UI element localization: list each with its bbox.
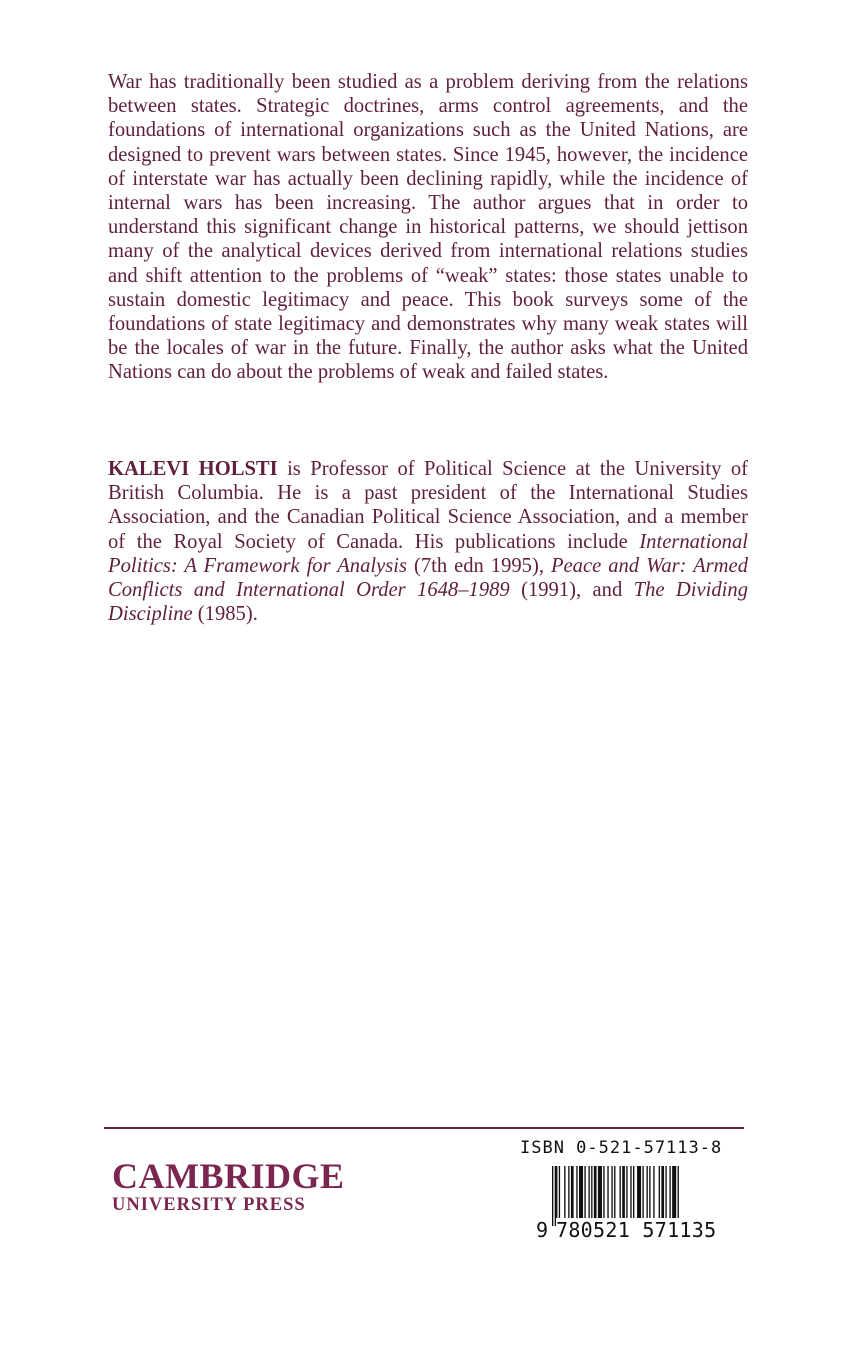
author-name: KALEVI HOLSTI (108, 458, 278, 480)
publisher-name: CAMBRIDGE (112, 1156, 345, 1196)
barcode-icon (552, 1166, 728, 1226)
bio-text-3: (1991), and (509, 579, 634, 602)
barcode-lead-digit: 9 (536, 1218, 549, 1242)
author-bio (108, 457, 748, 626)
isbn-label: ISBN 0-521-57113-8 (520, 1138, 723, 1158)
divider-rule (104, 1127, 744, 1129)
bio-text-4: (1985). (192, 603, 258, 626)
publication-title-1: International Politics: A Framework for Analysis (108, 530, 748, 577)
publisher-subtitle: UNIVERSITY PRESS (112, 1195, 306, 1215)
bio-text-2: (7th edn 1995), (407, 554, 551, 577)
publication-title-2: Peace and War: Armed Conflicts and International Order 1648–1989 (108, 554, 748, 602)
bio-text-1: is Professor of Political Science at the University of British Columbia. He is a past president of the International Studies Association, and the Canadian Political Science Association, and a member of the Royal Society of Canada. His publications include (108, 458, 748, 553)
publisher-logo (112, 1158, 345, 1216)
barcode-digits: 780521 571135 (556, 1218, 728, 1242)
book-blurb: War has traditionally been studied as a problem deriving from the relations between states. Strategic doctrines, arms control agreements, and the foundations of international organizations such as the United Nations, are designed to prevent wars between states. Since 1945, however, the incidence of interstate war has actually been declining rapidly, while the incidence of internal wars has been increasing. The author argues that in order to understand this significant change in historical patterns, we should jettison many of the analytical devices derived from international relations studies and shift attention to the problems of “weak” states: those states unable to sustain domestic legitimacy and peace. This book surveys some of the foundations of state legitimacy and demonstrates why many weak states will be the locales of war in the future. Finally, the author asks what the United Nations can do about the problems of weak and failed states. (108, 71, 748, 384)
publication-title-3: The Dividing Discipline (108, 579, 748, 626)
